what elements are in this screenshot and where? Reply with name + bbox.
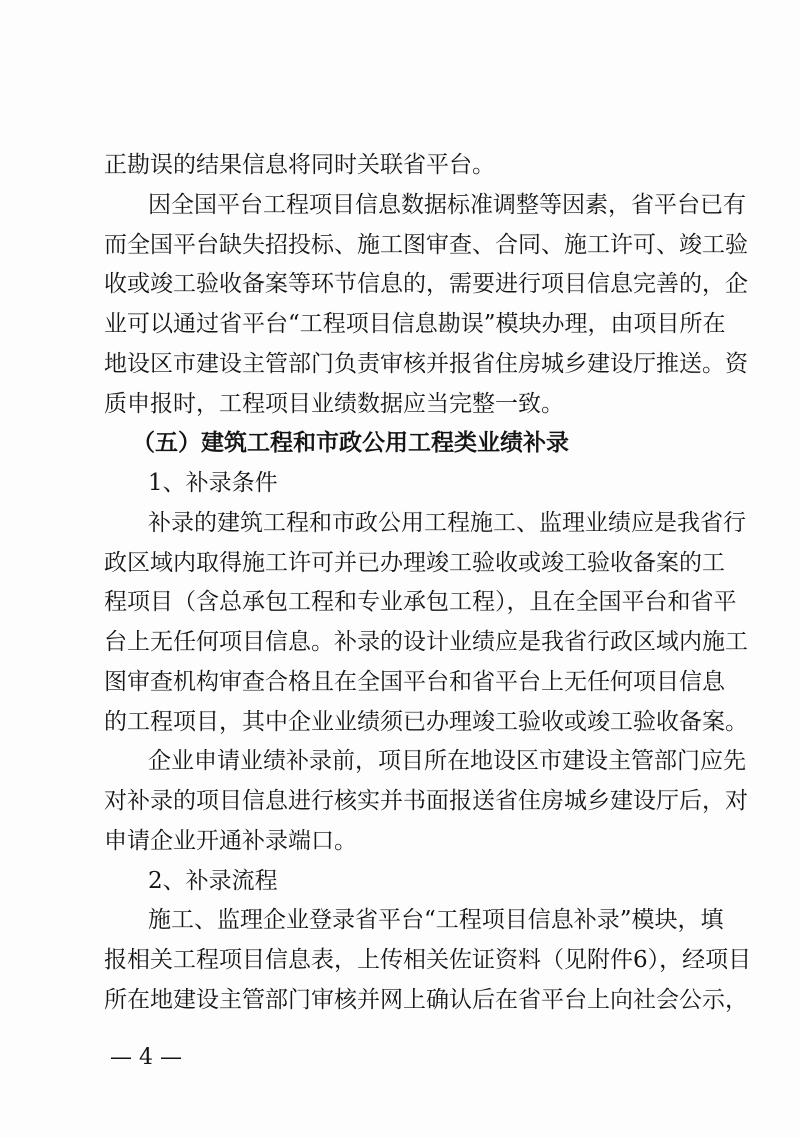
text-line: 施工、监理企业登录省平台“工程项目信息补录”模块，填 (148, 907, 724, 933)
text-line: 程项目（含总承包工程和专业承包工程），且在全国平台和省平 (104, 589, 737, 615)
subsection-heading-text: 1、补录条件 (148, 470, 278, 496)
text-line: 图审查机构审查合格且在全国平台和省平台上无任何项目信息 (104, 669, 725, 695)
text-line: 质申报时，工程项目业绩数据应当完整一致。 (104, 391, 564, 417)
section-heading-text: （五）建筑工程和市政公用工程类业绩补录 (132, 429, 569, 456)
subsection-heading-text: 2、补录流程 (148, 868, 278, 894)
text-line: 因全国平台工程项目信息数据标准调整等因素，省平台已有 (148, 192, 746, 218)
text-line: 报相关工程项目信息表，上传相关佐证资料（见附件6），经项目 (104, 947, 752, 973)
text-line: 申请企业开通补录端口。 (104, 828, 357, 854)
text-line: 所在地建设主管部门审核并网上确认后在省平台上向社会公示， (104, 987, 748, 1013)
text-line: 收或竣工验收备案等环节信息的，需要进行项目信息完善的，企 (104, 271, 748, 297)
text-line: 补录的建筑工程和市政公用工程施工、监理业绩应是我省行 (148, 510, 746, 536)
text-line: 正勘误的结果信息将同时关联省平台。 (104, 152, 495, 178)
page-number: — 4 — (110, 1045, 182, 1070)
text-line: 政区域内取得施工许可并已办理竣工验收或竣工验收备案的工 (104, 550, 725, 576)
text-line: 企业申请业绩补录前，项目所在地设区市建设主管部门应先 (148, 748, 746, 774)
text-line: 业可以通过省平台“工程项目信息勘误”模块办理，由项目所在 (104, 311, 726, 337)
text-line: 台上无任何项目信息。补录的设计业绩应是我省行政区域内施工 (104, 629, 748, 655)
text-line: 地设区市建设主管部门负责审核并报省住房城乡建设厅推送。资 (104, 351, 748, 377)
text-line: 的工程项目，其中企业业绩须已办理竣工验收或竣工验收备案。 (104, 709, 748, 735)
text-line: 对补录的项目信息进行核实并书面报送省住房城乡建设厅后，对 (104, 788, 748, 814)
text-line: 而全国平台缺失招投标、施工图审查、合同、施工许可、竣工验 (104, 232, 748, 258)
